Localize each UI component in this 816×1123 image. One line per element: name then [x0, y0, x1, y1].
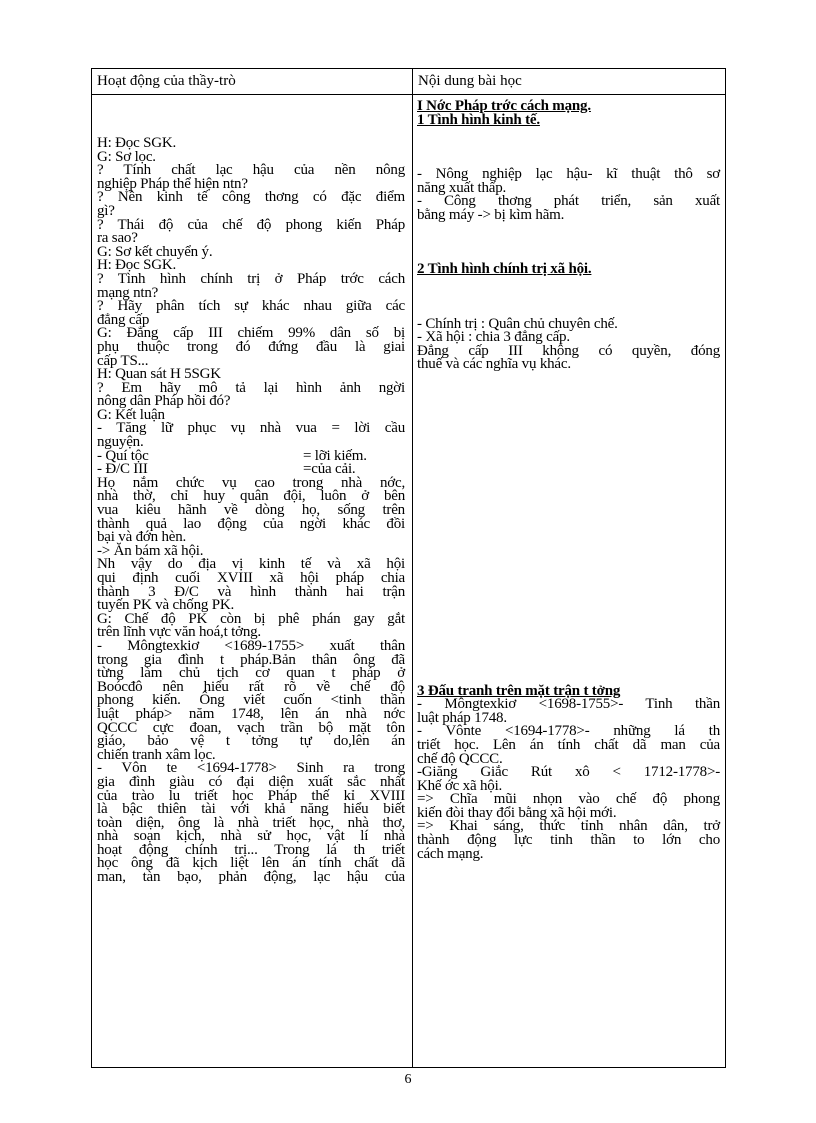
- activity-line: giáo, bảo vệ t tởng tự do,lên án: [97, 733, 405, 750]
- activity-line: phong kiến. Ông viết cuốn <tinh thần: [97, 692, 405, 709]
- content-line: - Công thơng phát triển, sản xuất: [417, 193, 720, 210]
- header-divider: [92, 94, 725, 95]
- activity-line: G: Kết luận: [97, 406, 165, 423]
- activity-quy-toc-value: = lỡi kiếm.: [303, 447, 367, 464]
- activity-line: - Tăng lữ phục vụ nhà vua = lời cầu: [97, 420, 405, 437]
- activity-line: thành quả lao động của ngời khác đồi: [97, 515, 405, 532]
- section-title-france-before-revolution: I Nớc Pháp trớc cách mạng.: [417, 98, 591, 114]
- content-line: Đẳng cấp III không có quyền, đóng: [417, 342, 720, 359]
- content-line: => Chĩa mũi nhọn vào chế độ phong: [417, 791, 720, 808]
- activity-line: man, tàn bạo, phản động, lạc hậu của: [97, 869, 405, 886]
- activity-line: - Môngtexkiơ <1689-1755> xuất thân: [97, 637, 405, 654]
- activity-line: ? Thái độ của chế độ phong kiến Pháp: [97, 216, 405, 233]
- subsection-title-politics-society: 2 Tình hình chính trị xã hội.: [417, 261, 592, 278]
- activity-line: mạng ntn?: [97, 284, 159, 301]
- activity-line: G: Đẳng cấp III chiếm 99% dân số bị: [97, 325, 405, 342]
- content-line: - Môngtexkiơ <1698-1755>- Tinh thần: [417, 696, 720, 713]
- content-line: Khế ớc xã hội.: [417, 777, 503, 794]
- activity-dc-iii-value: =của cải.: [303, 461, 356, 478]
- activity-line: G: Sơ kết chuyển ý.: [97, 243, 213, 260]
- activity-line: cấp TS...: [97, 352, 149, 369]
- header-teacher-student-activity: Hoạt động của thầy-trò: [97, 73, 236, 89]
- content-line: -Giăng Giắc Rút xô < 1712-1778>-: [417, 764, 720, 781]
- activity-line: nguyện.: [97, 434, 144, 451]
- content-line: - Nông nghiệp lạc hậu- kĩ thuật thô sơ: [417, 165, 720, 182]
- content-line: => Khai sáng, thức tỉnh nhân dân, trở: [417, 818, 720, 835]
- activity-line: nghiệp Pháp thể hiện ntn?: [97, 175, 248, 192]
- activity-line: QCCC cực đoan, vạch trần bộ mặt tôn: [97, 719, 405, 736]
- activity-line: gia đình giàu có đại diện xuất sắc nhất: [97, 773, 405, 790]
- activity-line: H: Đọc SGK.: [97, 257, 177, 274]
- lesson-table: [91, 68, 726, 1068]
- content-line: chế độ QCCC.: [417, 750, 503, 767]
- activity-line: -> Ăn bám xã hội.: [97, 542, 204, 559]
- activity-line: của trào lu triết học Pháp thế kỉ XVIII: [97, 787, 405, 804]
- subsection-title-economy: 1 Tình hình kinh tế.: [417, 111, 540, 128]
- activity-line: ? Hãy phân tích sự khác nhau giữa các: [97, 298, 405, 315]
- activity-line: gì?: [97, 202, 115, 219]
- activity-line: trên lĩnh vực văn hoá,t tởng.: [97, 624, 261, 641]
- activity-line: - Vôn te <1694-1778> Sinh ra trong: [97, 760, 405, 777]
- activity-line: H: Đọc SGK.: [97, 135, 177, 151]
- activity-line: Nh vậy do địa vị kinh tế và xã hội: [97, 556, 405, 573]
- activity-line: bại và đớn hèn.: [97, 529, 187, 546]
- activity-line: là bậc thiên tài với khả năng hiểu biết: [97, 801, 405, 818]
- activity-line: Họ nắm chức vụ cao trong nhà nớc,: [97, 474, 405, 491]
- activity-line: toàn diện, ông là nhà triết học, nhà thơ,: [97, 814, 405, 831]
- activity-line: ? Nền kinh tế công thơng có đặc điểm: [97, 189, 405, 206]
- content-line: thành động lực tinh thần to lớn cho: [417, 832, 720, 849]
- activity-line: ? Em hãy mô tả lại hình ảnh ngời: [97, 379, 405, 396]
- activity-line: trong gia đình t pháp.Bản thân ông đã: [97, 651, 405, 668]
- content-line: - Chính trị : Quân chủ chuyên chế.: [417, 315, 618, 332]
- content-line: kiến đòi thay đổi bằng xã hội mới.: [417, 804, 617, 821]
- activity-line: nhà thờ, chỉ huy quân đội, luôn ở bên: [97, 488, 405, 505]
- header-lesson-content: Nội dung bài học: [418, 73, 522, 89]
- activity-line: luật pháp> năm 1748, lên án nhà nớc: [97, 705, 405, 722]
- column-divider: [412, 69, 413, 1067]
- activity-line: học ông đã kịch liệt lên án tính chất dã: [97, 855, 405, 872]
- activity-line: đẳng cấp: [97, 311, 150, 328]
- activity-line: G: Sơ lọc.: [97, 148, 156, 165]
- activity-line: tuyến PK và chống PK.: [97, 597, 235, 614]
- activity-line: chiến tranh xâm lọc.: [97, 746, 216, 763]
- activity-line: ra sao?: [97, 230, 138, 247]
- content-line: - Vônte <1694-1778>- những lá th: [417, 723, 720, 740]
- activity-dc-iii: - Đ/C III: [97, 461, 148, 478]
- page-number: 6: [404, 1072, 412, 1087]
- activity-line: G: Chế độ PK còn bị phê phán gay gắt: [97, 610, 405, 627]
- activity-quy-toc: - Quí tộc: [97, 447, 149, 464]
- activity-line: phụ thuộc trong đó đứng đầu là giai: [97, 338, 405, 355]
- activity-line: nông dân Pháp hồi đó?: [97, 393, 231, 410]
- subsection-title-ideological-struggle: 3 Đấu tranh trên mặt trận t tởng: [417, 682, 621, 699]
- content-line: thuế và các nghĩa vụ khác.: [417, 356, 571, 373]
- content-line: bằng máy -> bị kìm hãm.: [417, 206, 565, 223]
- activity-line: nhà soạn kịch, nhà sử học, vật lí nhà: [97, 828, 405, 845]
- activity-line: H: Quan sát H 5SGK: [97, 366, 221, 383]
- activity-line: từng làm chủ tịch cơ quan t pháp ở: [97, 665, 405, 682]
- content-line: luật pháp 1748.: [417, 709, 507, 726]
- activity-line: vua kiêu hãnh về dòng họ, sống trên: [97, 502, 405, 519]
- activity-line: Boócđô nên hiểu rất rõ về chế độ: [97, 678, 405, 695]
- content-column: [417, 100, 720, 861]
- activity-line: thành 3 Đ/C và hình thành hai trận: [97, 583, 405, 600]
- activity-line: ? Tính chất lạc hậu của nền nông: [97, 162, 405, 179]
- content-line: - Xã hội : chia 3 đẳng cấp.: [417, 329, 570, 346]
- activity-column: [97, 137, 405, 885]
- activity-line: qui định cuối XVIII xã hội pháp chia: [97, 570, 405, 586]
- content-line: triết học. Lên án tính chất dã man của: [417, 736, 720, 753]
- content-line: cách mạng.: [417, 845, 484, 862]
- content-line: năng xuất thấp.: [417, 179, 507, 196]
- activity-line: ? Tình hình chính trị ở Pháp trớc cách: [97, 270, 405, 287]
- activity-line: hoạt động chính trị... Trong lá th triết: [97, 841, 405, 858]
